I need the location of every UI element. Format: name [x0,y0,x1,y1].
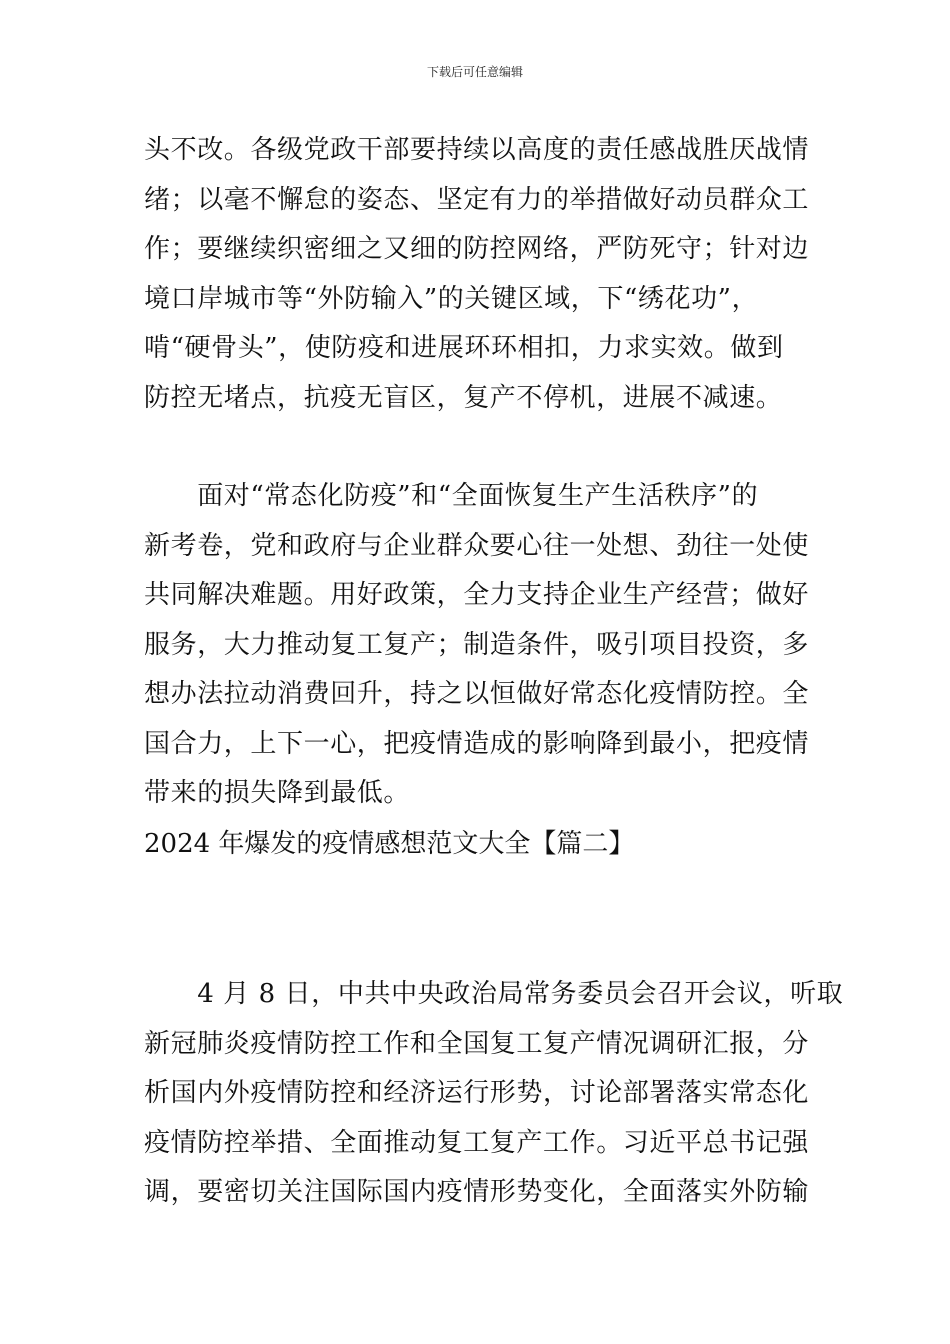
text-line: 调，要密切关注国际国内疫情形势变化，全面落实外防输 [144,1177,810,1207]
text-line: 防控无堵点，抗疫无盲区，复产不停机，进展不减速。 [144,382,783,413]
text-line: 国合力，上下一心，把疫情造成的影响降到最小，把疫情 [144,728,810,759]
paragraph-1 [144,126,808,423]
paragraph-3 [144,970,844,1218]
text-line: 面对“常态化防疫”和“全面恢复生产生活秩序”的 [144,481,759,511]
text-line: 析国内外疫情防控和经济运行形势，讨论部署落实常态化 [144,1078,810,1108]
text-line: 境口岸城市等“外防输入”的关键区域，下“绣花功”， [144,283,759,314]
text-line: 新考卷，党和政府与企业群众要心往一处想、劲往一处使 [144,530,810,561]
text-line: 绪；以毫不懈怠的姿态、坚定有力的举措做好动员群众工 [144,184,810,215]
paragraph-2 [144,472,808,819]
text-line: 带来的损失降到最低。 [144,778,411,808]
text-line: 新冠肺炎疫情防控工作和全国复工复产情况调研汇报，分 [144,1028,810,1059]
text-line: 共同解决难题。用好政策，全力支持企业生产经营；做好 [144,580,810,610]
page-header: 下载后可任意编辑 [426,65,523,79]
text-line: 作；要继续织密细之又细的防控网络，严防死守；针对边 [144,234,810,264]
text-line: 服务，大力推动复工复产；制造条件，吸引项目投资，多 [144,629,810,660]
section-heading: 2024 年爆发的疫情感想范文大全【篇二】 [144,829,635,859]
text-line: 4 月 8 日，中共中央政治局常务委员会召开会议，听取 [144,979,844,1009]
text-line: 啃“硬骨头”，使防疫和进展环环相扣，力求实效。做到 [144,333,784,363]
text-line: 疫情防控举措、全面推动复工复产工作。习近平总书记强 [144,1127,810,1158]
text-line: 头不改。各级党政干部要持续以高度的责任感战胜厌战情 [144,135,810,165]
text-line: 想办法拉动消费回升，持之以恒做好常态化疫情防控。全 [144,679,810,709]
